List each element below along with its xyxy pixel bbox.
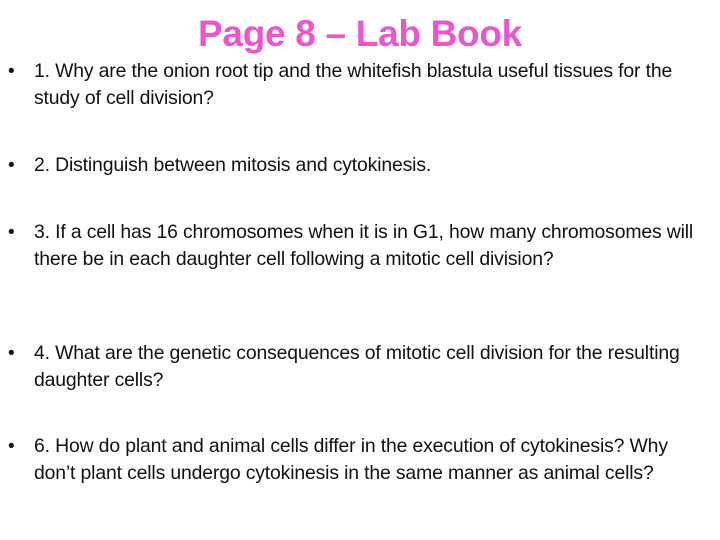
question-text: 6. How do plant and animal cells differ in the execution of cytokinesis? Why don’t plant cells undergo cytokinesis in the same manner as animal cells? [34, 435, 668, 484]
question-text: 3. If a cell has 16 chromosomes when it is in G1, how many chromosomes will there be in each daughter cell following a mitotic cell division? [34, 221, 694, 270]
bullet-icon: • [8, 436, 15, 457]
question-item-6 [6, 433, 714, 487]
bullet-icon: • [8, 61, 15, 82]
bullet-icon: • [8, 343, 15, 364]
question-item-1 [6, 58, 714, 112]
question-item-4 [6, 340, 714, 394]
question-text: 1. Why are the onion root tip and the whitefish blastula useful tissues for the study of cell division? [34, 60, 673, 109]
page-title: Page 8 – Lab Book [198, 13, 522, 54]
question-item-2 [6, 152, 714, 179]
question-text: 4. What are the genetic consequences of mitotic cell division for the resulting daughter cells? [34, 342, 680, 391]
bullet-icon: • [8, 155, 15, 176]
question-item-3 [6, 219, 714, 273]
question-text: 2. Distinguish between mitosis and cytokinesis. [34, 154, 432, 176]
bullet-icon: • [8, 222, 15, 243]
